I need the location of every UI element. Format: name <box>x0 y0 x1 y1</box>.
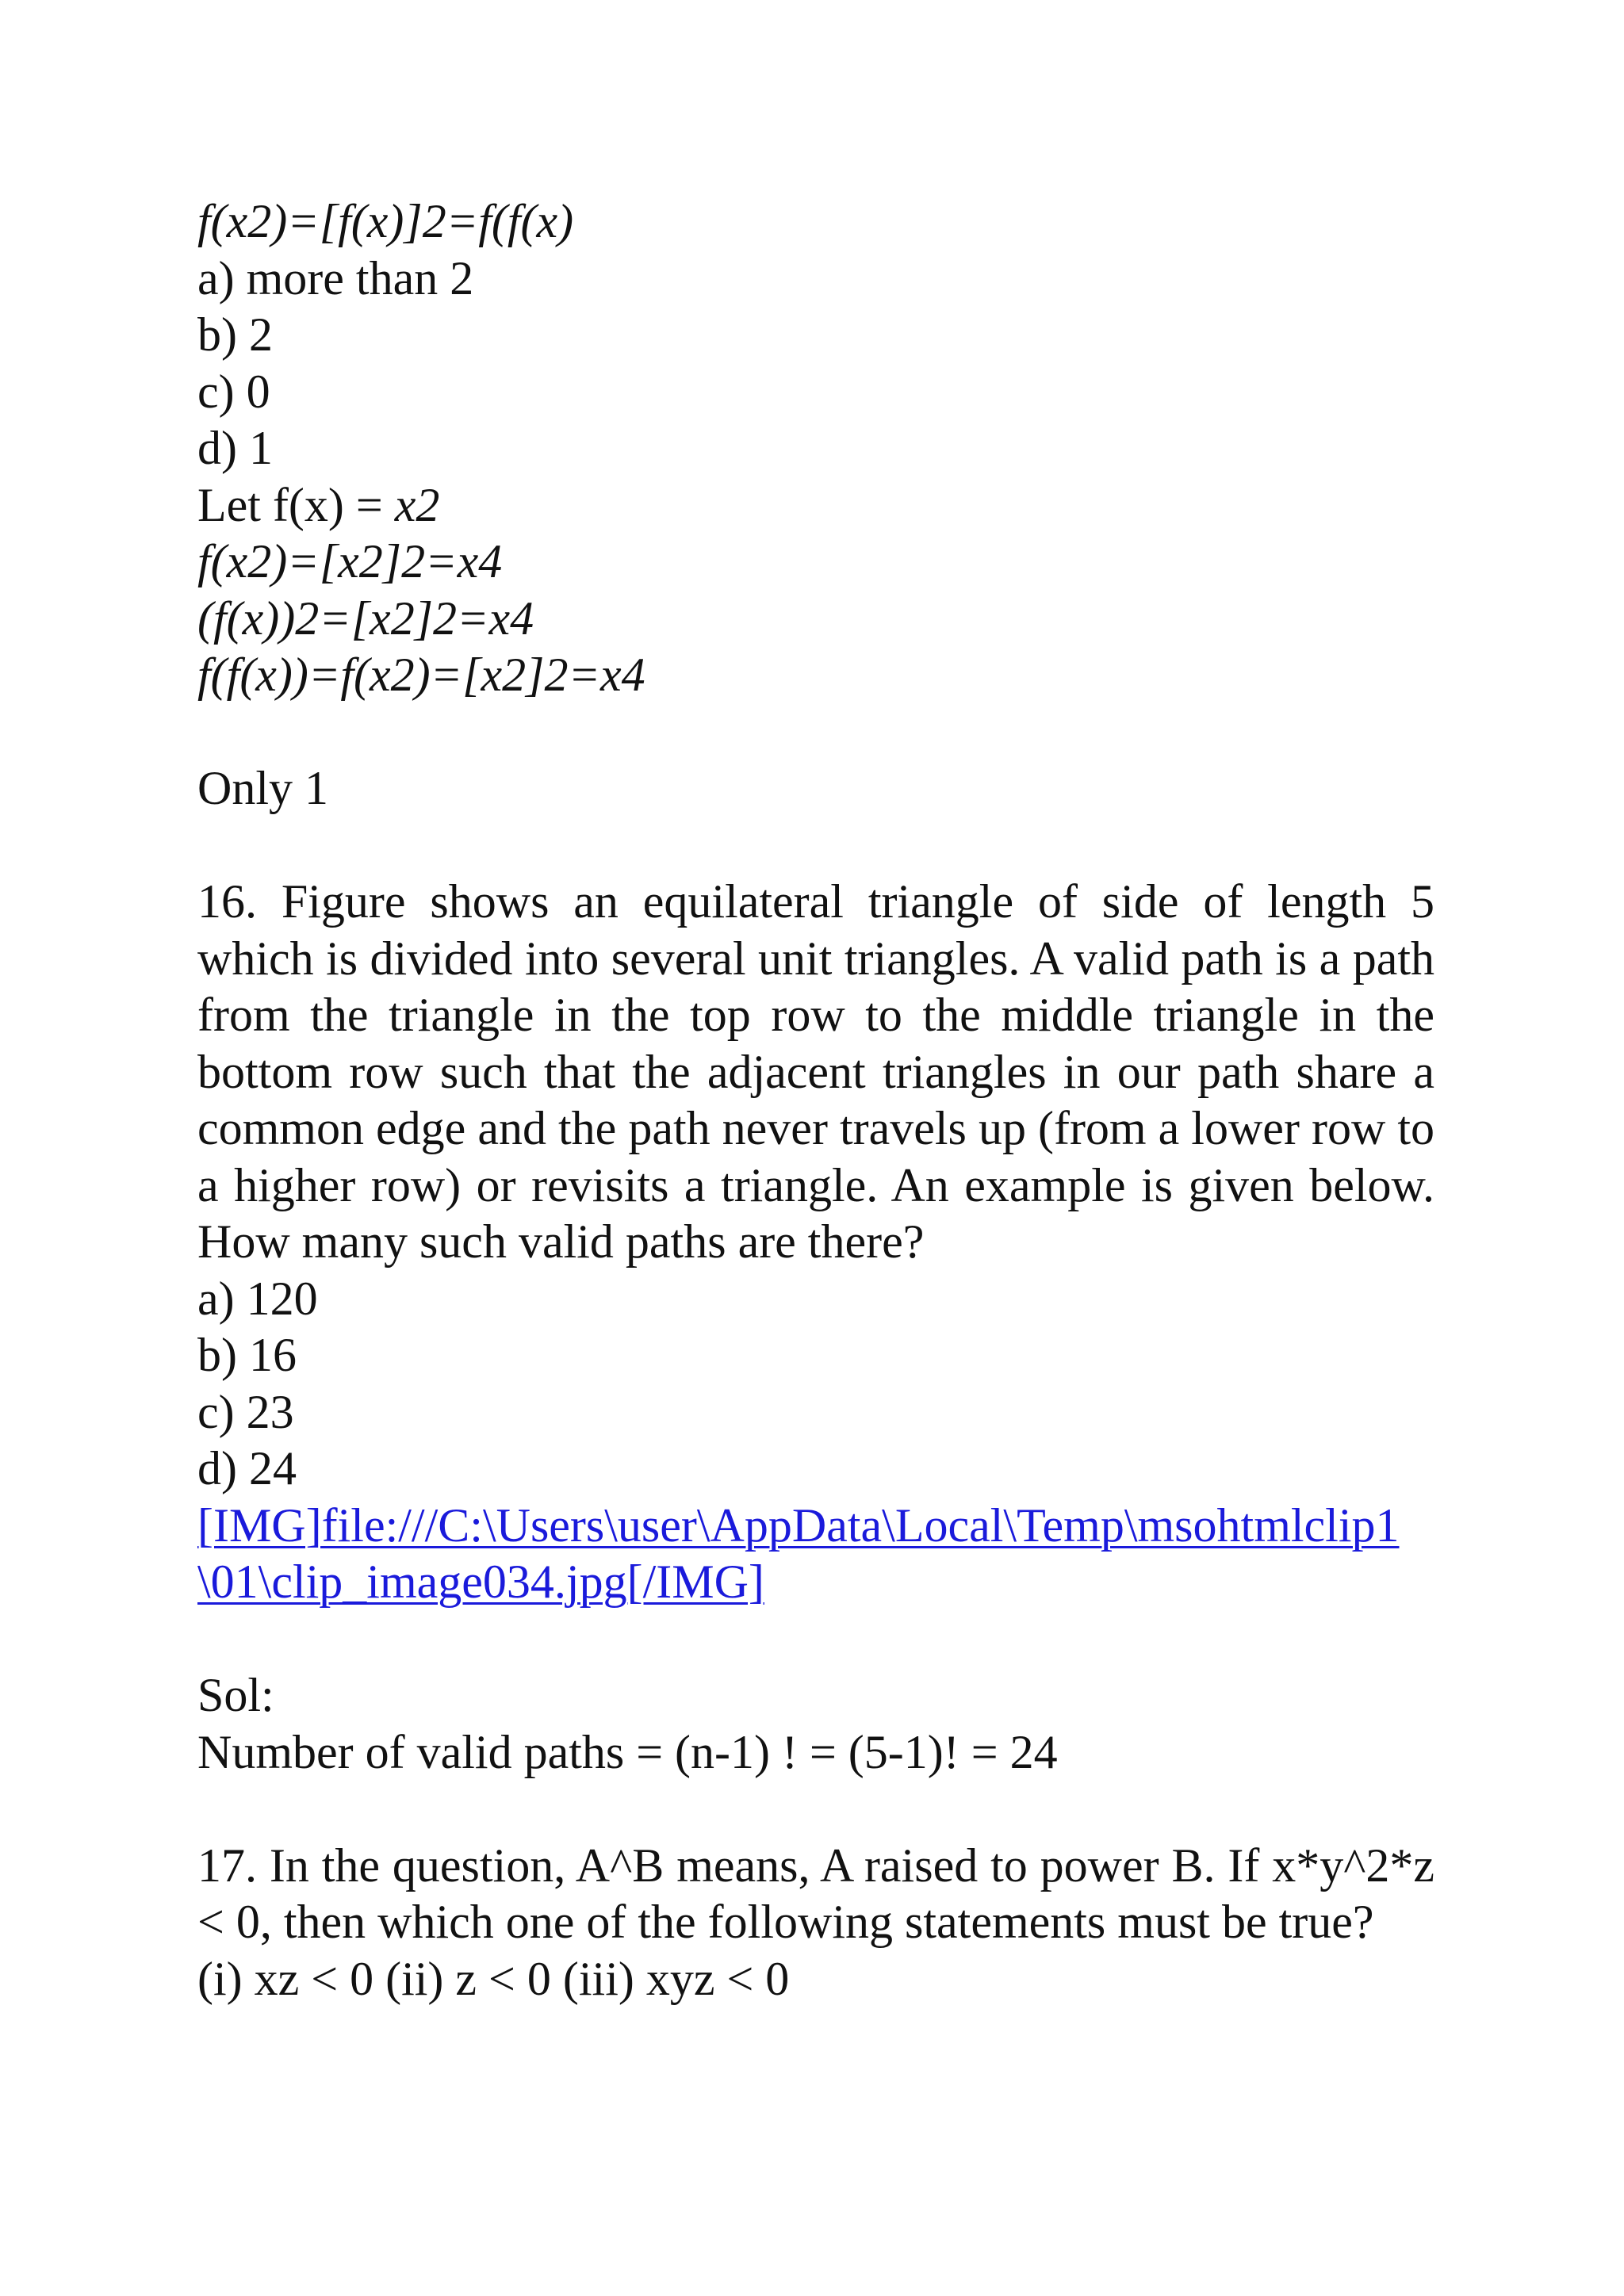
q16-option-c: c) 23 <box>197 1385 294 1438</box>
q15-option-c: c) 0 <box>197 365 270 418</box>
spacer <box>197 1611 1434 1668</box>
q16-option-a: a) 120 <box>197 1272 318 1325</box>
spacer <box>197 817 1434 874</box>
q16-sol-label: Sol: <box>197 1669 274 1721</box>
q16-option-d: d) 24 <box>197 1442 297 1494</box>
q15-option-a: a) more than 2 <box>197 251 474 304</box>
q15-work-line-3: f(f(x))=f(x2)=[x2]2=x4 <box>197 649 645 701</box>
q17-question-text: 17. In the question, A^B means, A raised to power B. If x*y^2*z < 0, then which one of the following statements must be true? <box>197 1839 1434 1948</box>
q15-work-line-2: (f(x))2=[x2]2=x4 <box>197 591 534 645</box>
q15-work-line-1: f(x2)=[x2]2=x4 <box>197 535 503 587</box>
spacer <box>197 1781 1434 1838</box>
q17-statements: (i) xz < 0 (ii) z < 0 (iii) xyz < 0 <box>197 1952 790 2005</box>
q15-let-line <box>197 477 1434 534</box>
spacer <box>197 704 1434 761</box>
q15-answer: Only 1 <box>197 762 328 814</box>
q15-option-d: d) 1 <box>197 422 273 474</box>
q16-question-text: 16. Figure shows an equilateral triangle of side of length 5 which is divided into several unit triangles. A valid path is a path from the triangle in the top row to the middle triangle in the bottom row such that the adjacent triangles in our path share a common edge and the path never travels up (from a lower row to a higher row) or revisits a triangle. An example is given below. How many such valid paths are there? <box>197 875 1434 1268</box>
q16-sol-text: Number of valid paths = (n-1) ! = (5-1)! = 24 <box>197 1725 1058 1778</box>
q15-let-value: x2 <box>394 478 440 531</box>
document-body <box>197 193 1434 2007</box>
q16-image-link[interactable]: [IMG]file:///C:\Users\user\AppData\Local\Temp\msohtmlclip1\01\clip_image034.jpg[/IMG] <box>197 1498 1400 1608</box>
q15-option-b: b) 2 <box>197 308 273 361</box>
q16-option-b: b) 16 <box>197 1329 297 1381</box>
q15-equation: f(x2)=[f(x)]2=f(f(x) <box>197 195 574 247</box>
q15-let-prefix: Let f(x) = <box>197 478 395 531</box>
